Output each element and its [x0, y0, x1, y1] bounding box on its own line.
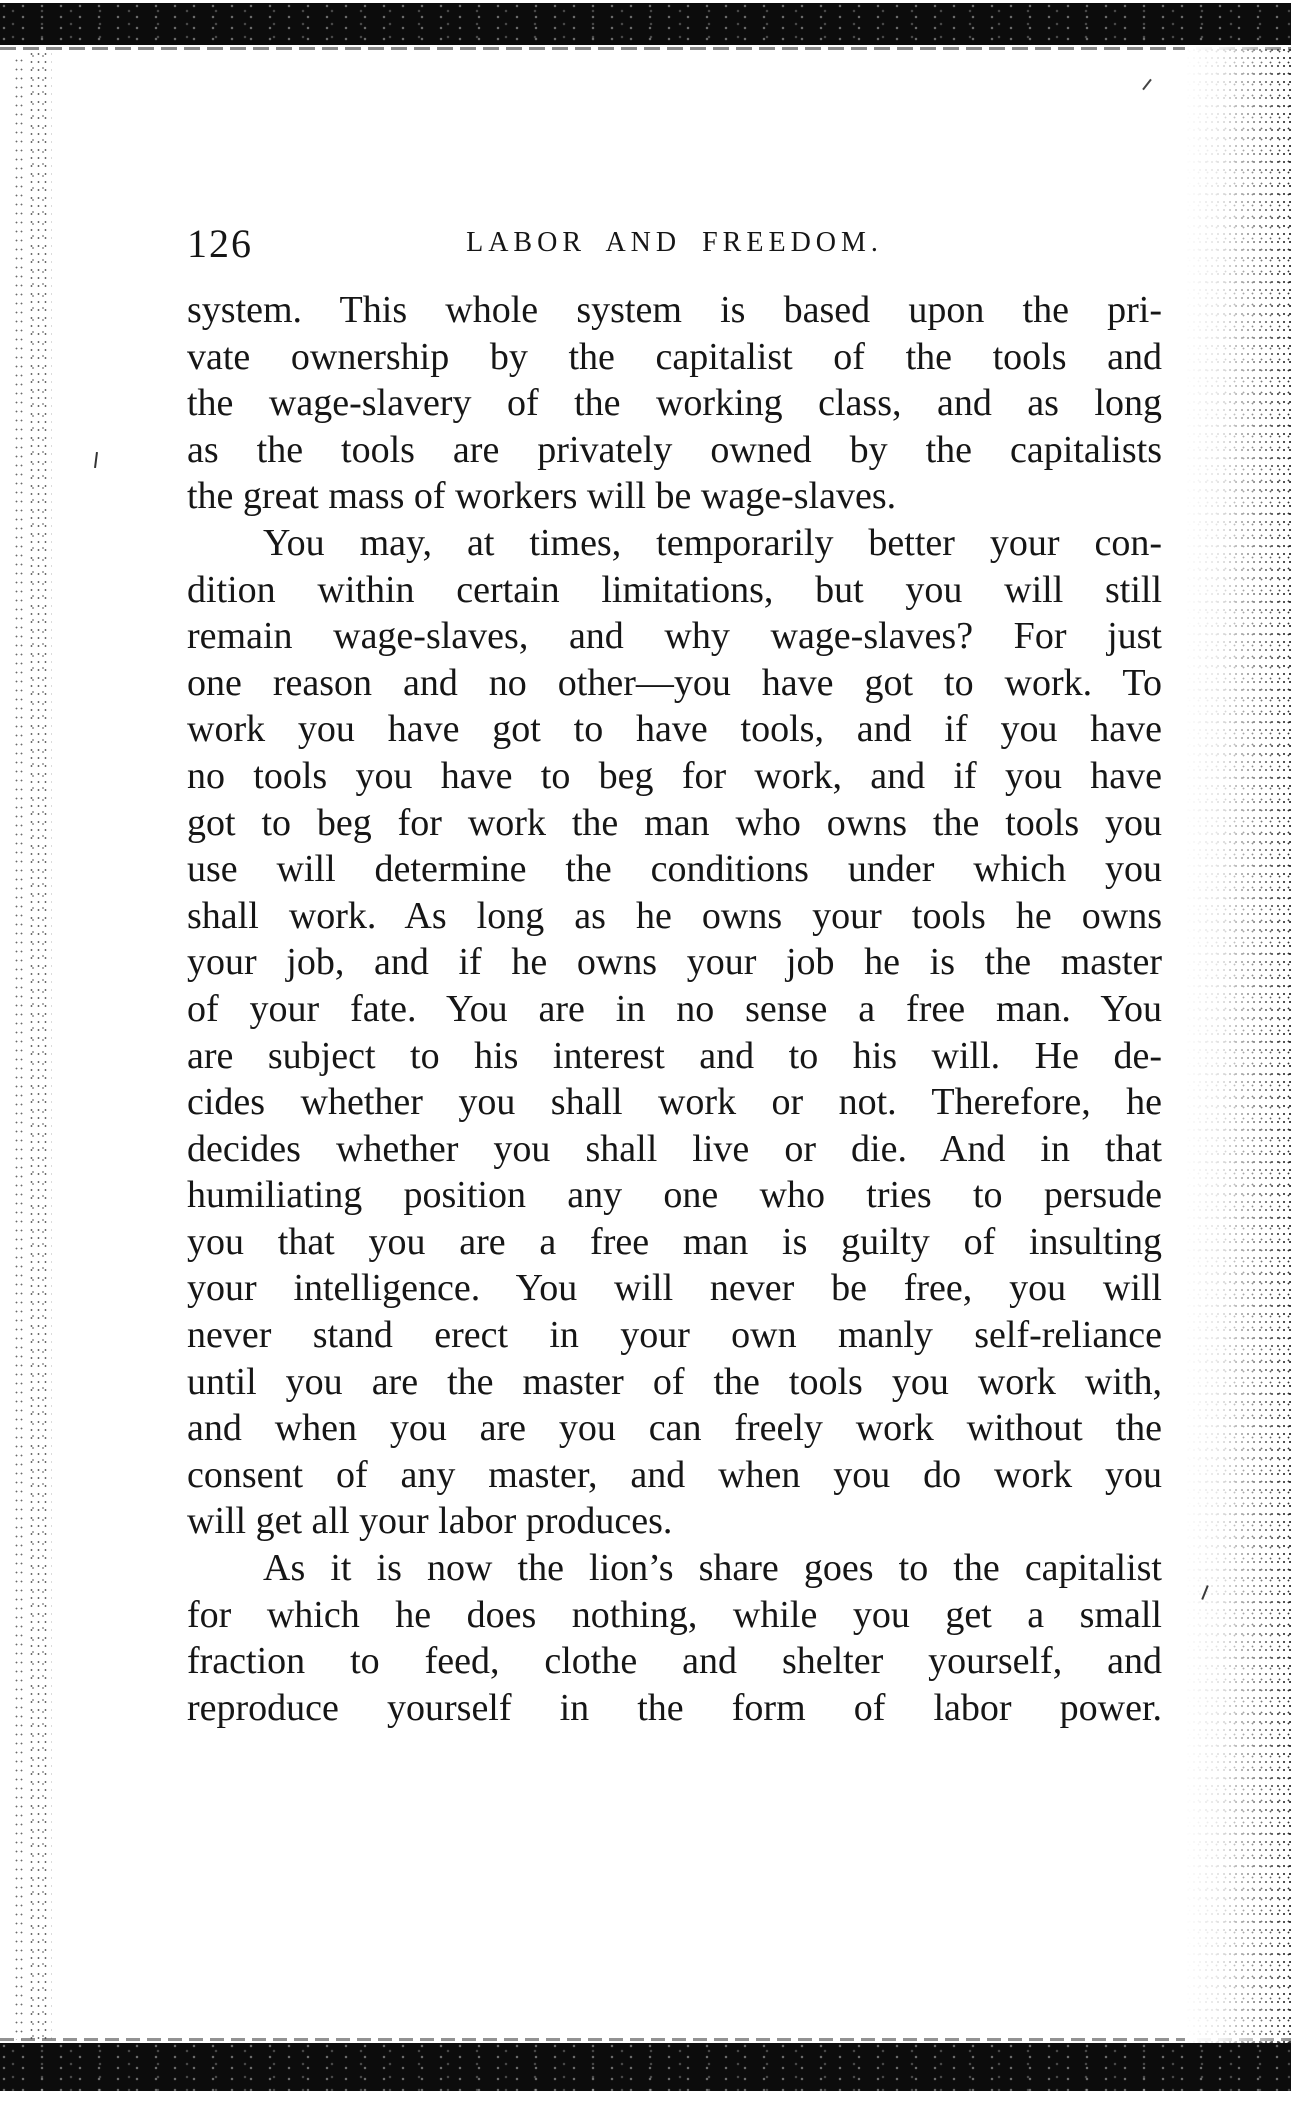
text-line: You may, at times, temporarily better your con- [263, 521, 1162, 564]
text-line: fraction to feed, clothe and shelter yourself, and [187, 1640, 1162, 1683]
text-line: no tools you have to beg for work, and if you have [187, 754, 1162, 797]
text-line: vate ownership by the capitalist of the tools and [187, 335, 1162, 378]
text-line: cides whether you shall work or not. Therefore, he [187, 1081, 1162, 1124]
text-line: as the tools are privately owned by the capitalists [187, 428, 1162, 471]
text-line: until you are the master of the tools you work with, [187, 1360, 1162, 1403]
text-line: are subject to his interest and to his will. He de- [187, 1034, 1162, 1077]
text-line: use will determine the conditions under which you [187, 848, 1162, 891]
text-line: shall work. As long as he owns your tools he owns [187, 894, 1162, 937]
right-page-curl-noise [1185, 46, 1291, 2043]
text-line: humiliating position any one who tries to persude [187, 1174, 1162, 1217]
text-line: the wage-slavery of the working class, and as long [187, 382, 1162, 425]
text-line: consent of any master, and when you do work you [187, 1453, 1162, 1496]
text-line: system. This whole system is based upon the pri- [187, 289, 1162, 331]
text-line: of your fate. You are in no sense a free man. You [187, 987, 1162, 1030]
page-header [187, 220, 1162, 266]
text-line: decides whether you shall live or die. And in that [187, 1127, 1162, 1170]
text-line: dition within certain limitations, but you will still [187, 568, 1162, 611]
text-line: the great mass of workers will be wage-slaves. [187, 475, 897, 518]
bottom-scan-bar-artifact [0, 2043, 1291, 2091]
text-line: you that you are a free man is guilty of insulting [187, 1220, 1162, 1263]
text-line: and when you are you can freely work without the [187, 1407, 1162, 1450]
text-line: got to beg for work the man who owns the tools you [187, 801, 1162, 844]
scan-speck [94, 452, 98, 468]
scan-speck [1142, 79, 1152, 90]
text-line: your intelligence. You will never be free, you will [187, 1267, 1162, 1310]
body-text-block [187, 287, 1162, 1731]
text-line: for which he does nothing, while you get a small [187, 1593, 1162, 1636]
text-line: will get all your labor produces. [187, 1500, 673, 1543]
left-edge-noise [14, 56, 23, 2040]
page-number: 126 [187, 221, 253, 266]
text-line: As it is now the lion’s share goes to the capitalist [263, 1547, 1162, 1590]
text-line: one reason and no other—you have got to work. To [187, 661, 1162, 704]
text-line: never stand erect in your own manly self-reliance [187, 1314, 1162, 1357]
text-line: remain wage-slaves, and why wage-slaves? For just [187, 615, 1162, 658]
running-header-title: LABOR AND FREEDOM. [466, 227, 883, 258]
text-line: reproduce yourself in the form of labor power. [187, 1686, 1162, 1729]
text-line: work you have got to have tools, and if you have [187, 708, 1162, 751]
top-scan-bar-artifact [0, 3, 1291, 45]
text-line: your job, and if he owns your job he is the master [187, 941, 1162, 984]
left-binding-noise [28, 50, 52, 2040]
